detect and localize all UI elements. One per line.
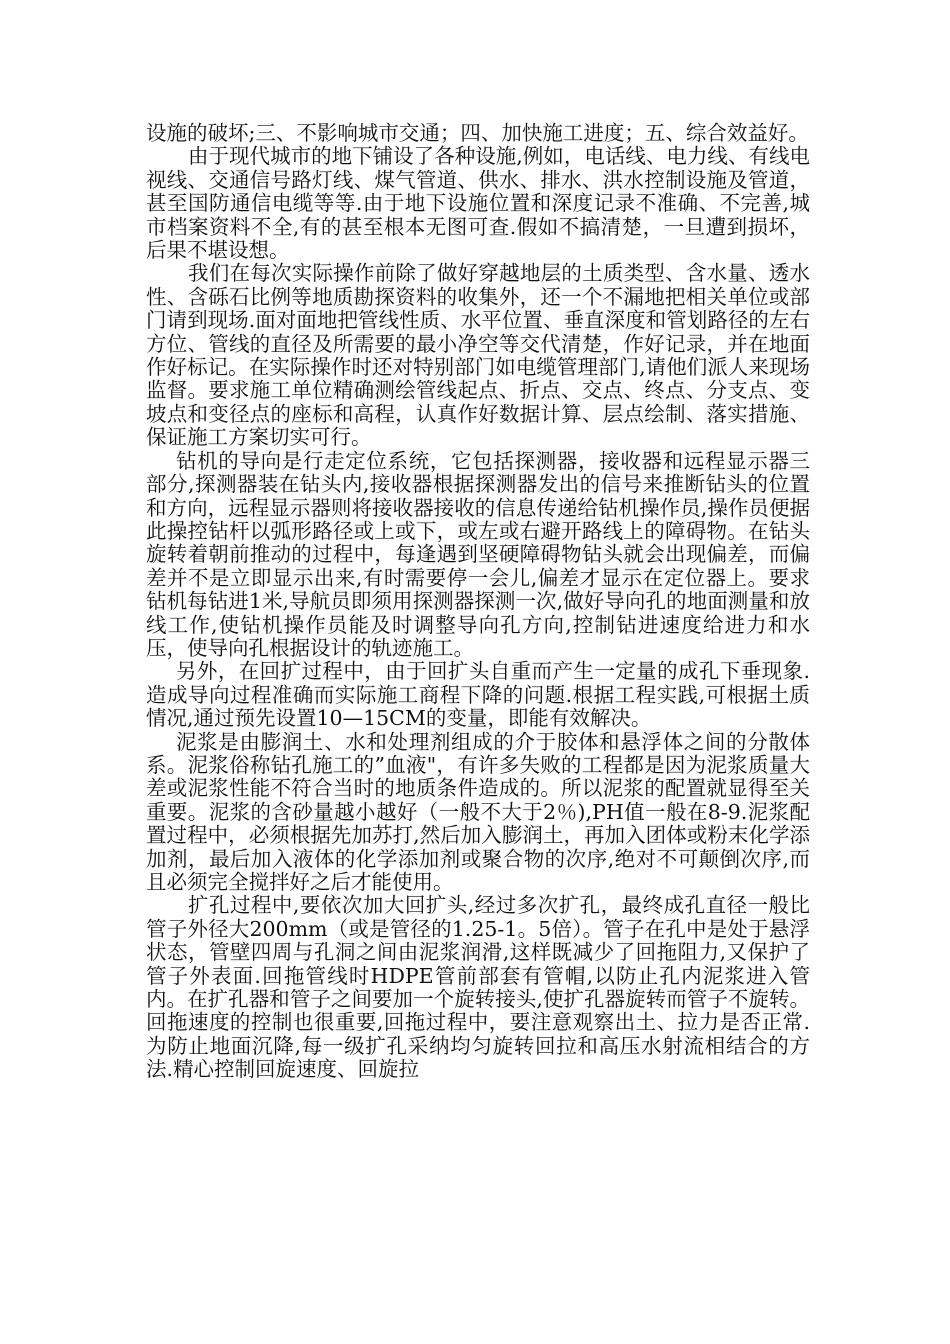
paragraph-1: 设施的破坏;三、不影响城市交通；四、加快施工进度；五、综合效益好。 [146,121,809,145]
paragraph-7: 扩孔过程中,要依次加大回扩头,经过多次扩孔，最终成孔直径一般比管子外径大200mm（或是管径的1.25-1。5倍）。管子在孔中是处于悬浮状态，管壁四周与孔洞之间由泥浆润滑,这样既减少了回拖阻力,又保护了管子外表面.回拖管线时HDPE管前部套有管帽,以防止孔内泥浆进入管内。在扩孔器和管子之间要加一个旋转接头,使扩孔器旋转而管子不旋转。回拖速度的控制也很重要,回拖过程中，要注意观察出土、拉力是否正常.为防止地面沉降,每一级扩孔采纳均匀旋转回拉和高压水射流相结合的方法.精心控制回旋速度、回旋拉 [146,893,810,1082]
paragraph-4: 钻机的导向是行走定位系统，它包括探测器，接收器和远程显示器三部分,探测器装在钻头内,接收器根据探测器发出的信号来推断钻头的位置和方向，远程显示器则将接收器接收的信息传递给钻机操作员,操作员便据此操控钻杆以弧形路径或上或下，或左或右避开路线上的障碍物。在钻头旋转着朝前推动的过程中，每逢遇到坚硬障碍物钻头就会出现偏差，而偏差并不是立即显示出来,有时需要停一会儿,偏差才显示在定位器上。要求钻机每钻进1米,导航员即须用探测器探测一次,做好导向孔的地面测量和放线工作,使钻机操作员能及时调整导向孔方向,控制钻进速度给进力和水压，使导向孔根据设计的轨迹施工。 [146,448,810,660]
paragraph-3: 我们在每次实际操作前除了做好穿越地层的土质类型、含水量、透水性、含砾石比例等地质勘探资料的收集外，还一个不漏地把相关单位或部门请到现场.面对面地把管线性质、水平位置、垂直深度和管划路径的左右方位、管线的直径及所需要的最小净空等交代清楚，作好记录，并在地面作好标记。在实际操作时还对特别部门如电缆管理部门,请他们派人来现场监督。要求施工单位精确测绘管线起点、折点、交点、终点、分支点、变坡点和变径点的座标和高程，认真作好数据计算、层点绘制、落实措施、保证施工方案切实可行。 [146,261,810,450]
paragraph-5: 另外，在回扩过程中，由于回扩头自重而产生一定量的成孔下垂现象.造成导向过程准确而实际施工商程下降的问题.根据工程实践,可根据土质情况,通过预先设置10—15CM的变量，即能有效解决。 [146,659,810,731]
paragraph-6: 泥浆是由膨润土、水和处理剂组成的介于胶体和悬浮体之间的分散体系。泥浆俗称钻孔施工的”血液"，有许多失败的工程都是因为泥浆质量大差或泥浆性能不符合当时的地质条件造成的。所以泥浆的配置就显得至关重要。泥浆的含砂量越小越好（一般不大于2％),PH值一般在8-9.泥浆配置过程中，必须根据先加苏打,然后加入膨润土，再加入团体或粉末化学添加剂，最后加入液体的化学添加剂或聚合物的次序,绝对不可颠倒次序,而且必须完全搅拌好之后才能使用。 [146,729,810,894]
document-body [146,122,810,1082]
paragraph-2: 由于现代城市的地下铺设了各种设施,例如，电话线、电力线、有线电视线、交通信号路灯线、煤气管道、供水、排水、洪水控制设施及管道，甚至国防通信电缆等等.由于地下设施位置和深度记录不准确、不完善,城市档案资料不全,有的甚至根本无图可查.假如不搞清楚，一旦遭到损坏，后果不堪设想。 [146,144,810,263]
